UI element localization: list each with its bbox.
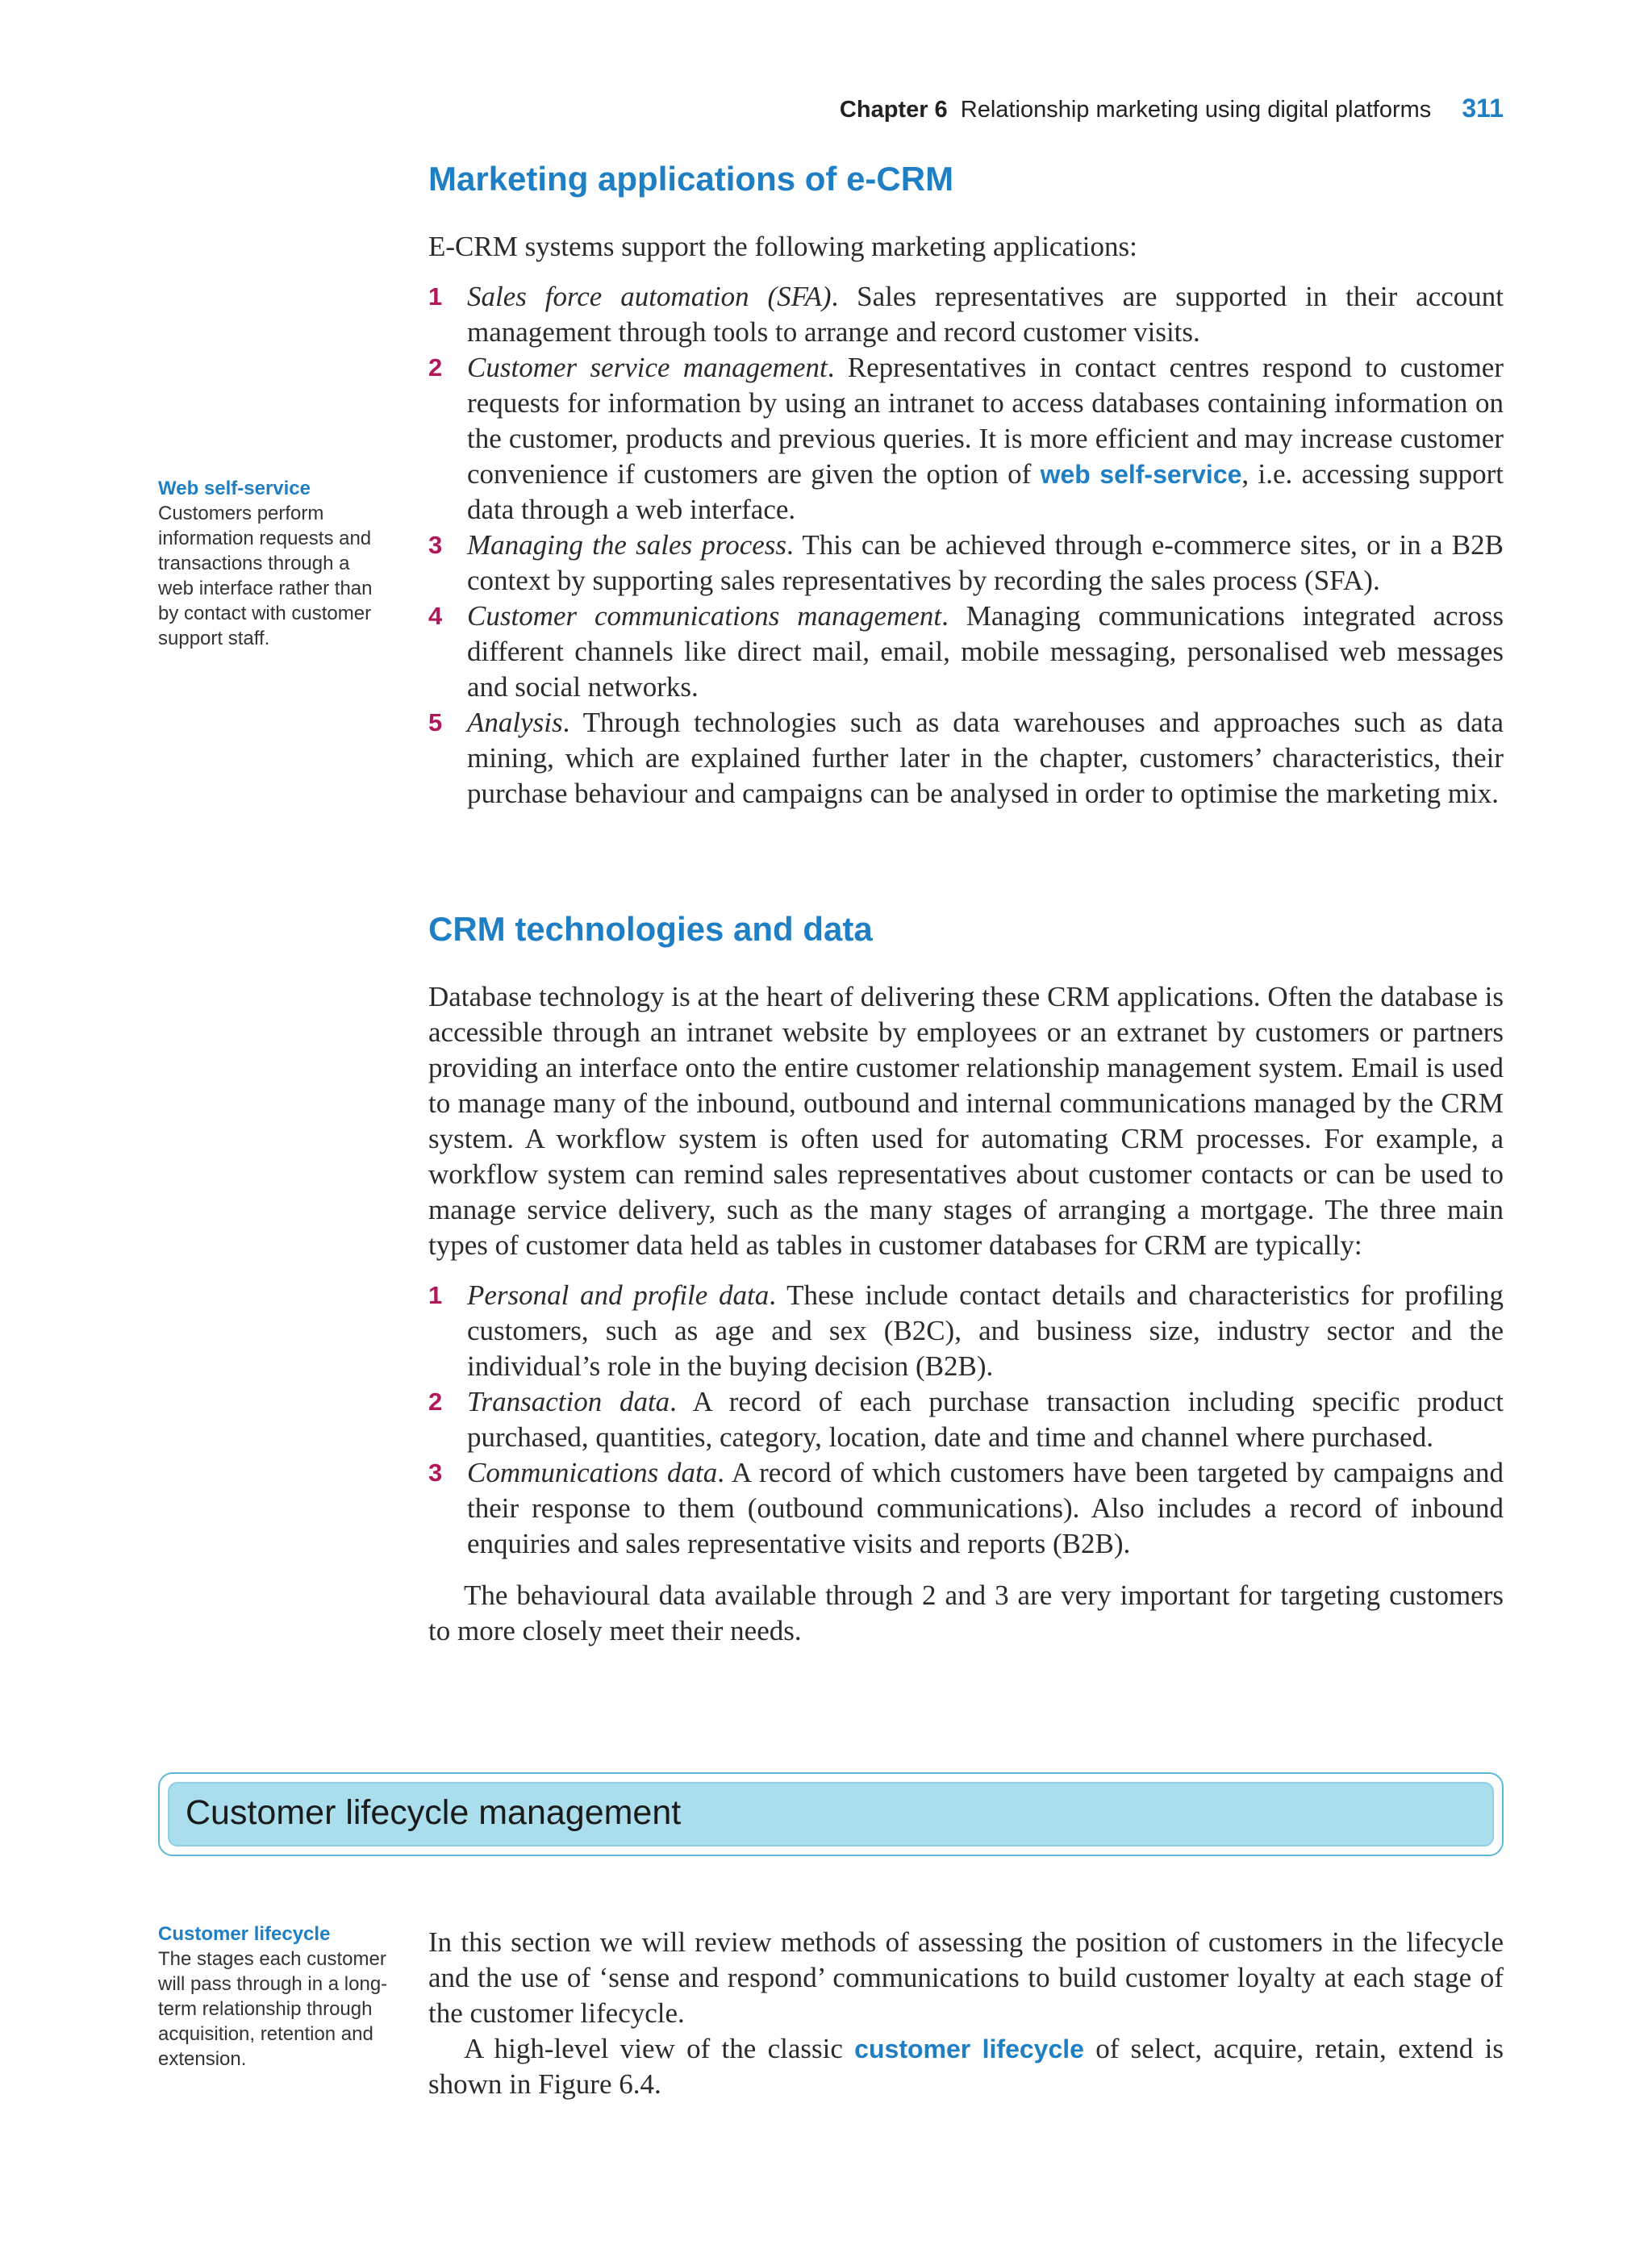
chapter-label: Chapter 6: [839, 97, 948, 123]
margin-term: Customer lifecycle: [158, 1923, 331, 1945]
body-paragraph-2: [428, 2031, 1504, 2102]
item-text: . Sales representatives are supported in their account management through tools to arrange and record customer visits.: [467, 281, 1504, 348]
keyword-web-self-service: web self-service: [1040, 460, 1242, 489]
item-text: . These include contact details and characteristics for profiling customers, such as age and sex (B2C), and business size, industry sector and the individual’s role in the buying decision (B2B).: [467, 1279, 1504, 1382]
item-text: . Managing communications integrated across different channels like direct mail, email, mobile messaging, personalised web messages and social networks.: [467, 600, 1504, 703]
list-item: [428, 279, 1504, 350]
list-item: [428, 1455, 1504, 1562]
item-term: Customer communications management: [467, 600, 942, 632]
section-banner: [158, 1772, 1504, 1856]
applications-list: [428, 279, 1504, 812]
item-text: . A record of which customers have been targeted by campaigns and their response to them (outbound communications). Also includes a record of inbound enquiries and sales representative visits and reports (B2B).: [467, 1457, 1504, 1559]
margin-note-web-self-service: [158, 476, 388, 651]
item-term: Customer service management: [467, 352, 828, 383]
item-number: 5: [428, 708, 443, 737]
section-crm-technologies: [428, 910, 1504, 1649]
item-number: 2: [428, 1387, 443, 1416]
banner-title: Customer lifecycle management: [186, 1793, 682, 1832]
item-number: 4: [428, 602, 443, 630]
item-text: . A record of each purchase transaction including specific product purchased, quantities, category, location, date and time and channel where purchased.: [467, 1386, 1504, 1453]
list-item: [428, 1384, 1504, 1455]
margin-term: Web self-service: [158, 478, 311, 499]
keyword-customer-lifecycle: customer lifecycle: [854, 2034, 1084, 2063]
intro-paragraph: E-CRM systems support the following marketing applications:: [428, 231, 1137, 262]
page-number: 311: [1462, 94, 1504, 123]
section-heading: Marketing applications of e-CRM: [428, 160, 954, 198]
item-text-after: , i.e. accessing support data through a web interface.: [467, 458, 1504, 525]
list-item: [428, 599, 1504, 705]
section-marketing-applications: [428, 160, 1504, 812]
item-term: Managing the sales process: [467, 529, 787, 561]
data-types-list: [428, 1278, 1504, 1562]
list-item: [428, 705, 1504, 812]
margin-definition: Customers perform information requests and transactions through a web interface rather than by contact with customer support staff.: [158, 503, 373, 649]
body-paragraph: Database technology is at the heart of delivering these CRM applications. Often the database is accessible through an intranet website by employees or an extranet by customers or partners providing an interface onto the entire customer relationship management system. Email is used to manage many of the inbound, outbound and internal communications managed by the CRM system. A workflow system is often used for automating CRM processes. For example, a workflow system can remind sales representatives about customer contacts or can be used to manage service delivery, such as the many stages of arranging a mortgage. The three main types of customer data held as tables in customer databases for CRM are typically:: [428, 981, 1504, 1261]
running-header: [840, 94, 1504, 123]
paragraph-text: A high-level view of the classic: [464, 2033, 855, 2064]
item-number: 1: [428, 1281, 443, 1309]
item-text: . Representatives in contact centres respond to customer requests for information by using an intranet to access databases containing information on the customer, products and previous queries. It is more efficient and may increase customer convenience if customers are given the option of: [467, 352, 1504, 490]
margin-definition: The stages each customer will pass through in a long-term relationship through acquisition, retention and extension.: [158, 1948, 388, 2070]
item-text: . Through technologies such as data warehouses and approaches such as data mining, which are explained further later in the chapter, customers’ characteristics, their purchase behaviour and campaigns can be analysed in order to optimise the marketing mix.: [467, 707, 1504, 809]
list-item: [428, 350, 1504, 528]
item-term: Communications data: [467, 1457, 718, 1488]
list-item: [428, 528, 1504, 599]
item-number: 2: [428, 353, 443, 382]
item-term: Analysis: [467, 707, 563, 738]
item-number: 3: [428, 531, 443, 559]
closing-paragraph: The behavioural data available through 2 and 3 are very important for targeting customers to more closely meet their needs.: [428, 1579, 1504, 1646]
body-paragraph: In this section we will review methods of assessing the position of customers in the lifecycle and the use of ‘sense and respond’ communications to build customer loyalty at each stage of the customer lifecycle.: [428, 1926, 1504, 2029]
item-text: . This can be achieved through e-commerce sites, or in a B2B context by supporting sales representatives by recording the sales process (SFA).: [467, 529, 1504, 596]
item-number: 3: [428, 1458, 443, 1487]
paragraph-text-after: of select, acquire, retain, extend is shown in Figure 6.4.: [428, 2033, 1504, 2100]
item-term: Personal and profile data: [467, 1279, 770, 1311]
margin-note-customer-lifecycle: [158, 1922, 388, 2072]
item-number: 1: [428, 282, 443, 311]
section-heading: CRM technologies and data: [428, 910, 873, 948]
item-term: Sales force automation (SFA): [467, 281, 832, 312]
list-item: [428, 1278, 1504, 1384]
section-customer-lifecycle: [428, 1925, 1504, 2102]
item-term: Transaction data: [467, 1386, 670, 1417]
chapter-title: Relationship marketing using digital platforms: [960, 97, 1432, 123]
banner-fill: [168, 1782, 1494, 1846]
